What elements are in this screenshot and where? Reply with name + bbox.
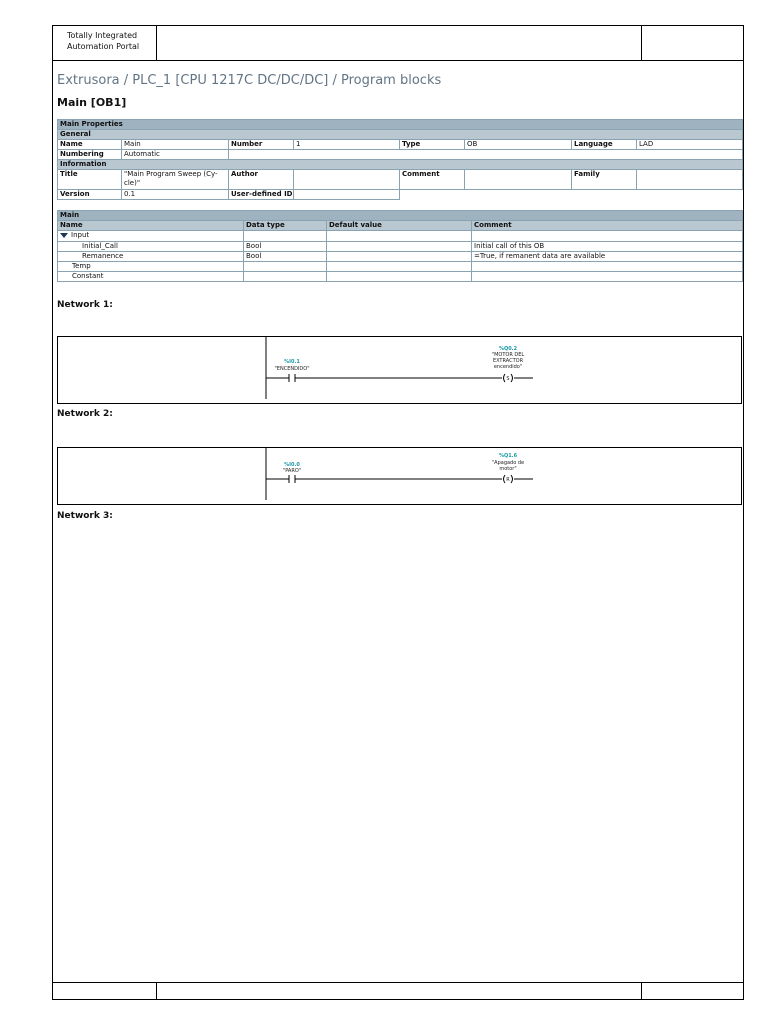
- interface-table: [57, 210, 743, 282]
- row-type: Bool: [244, 252, 327, 262]
- type-value: OB: [465, 140, 572, 150]
- comment-value: [465, 170, 572, 190]
- header-divider: [53, 60, 743, 61]
- row-default: [327, 252, 472, 262]
- row-default: [327, 242, 472, 252]
- network-2-ladder: [58, 448, 741, 504]
- portal-line-1: Totally Integrated: [67, 31, 138, 40]
- network-3-title: Network 3:: [57, 511, 113, 521]
- information-section-title: Information: [58, 160, 743, 170]
- numbering-label: Numbering: [58, 150, 122, 160]
- coil-type: S: [506, 376, 510, 382]
- row-type: [244, 262, 327, 272]
- number-value: 1: [294, 140, 400, 150]
- col-header-comment: Comment: [472, 221, 743, 231]
- row-comment: =True, if remanent data are available: [472, 252, 743, 262]
- coil-tag-line-3: encendido": [493, 364, 523, 370]
- row-default: [327, 272, 472, 282]
- coil-tag-line-2: motor": [499, 466, 517, 472]
- family-label: Family: [572, 170, 637, 190]
- footer-middle-cell: [157, 983, 642, 999]
- coil-tag-line-1: "Apagado de: [491, 460, 525, 466]
- table-row: [58, 262, 743, 272]
- title-label: Title: [58, 170, 122, 190]
- coil-type: R: [506, 477, 510, 483]
- family-value: [637, 170, 743, 190]
- version-row-blank: [400, 190, 743, 200]
- row-comment: [472, 272, 743, 282]
- col-header-name: Name: [58, 221, 244, 231]
- name-value: Main: [122, 140, 229, 150]
- network-1-title: Network 1:: [57, 300, 113, 310]
- footer-left-cell: [53, 983, 157, 999]
- block-title: Main [OB1]: [57, 96, 127, 109]
- row-name: Temp: [58, 262, 244, 272]
- portal-label: [67, 30, 139, 52]
- row-name: Constant: [58, 272, 244, 282]
- table-row: [58, 272, 743, 282]
- numbering-filler: [229, 150, 743, 160]
- network-1-box: [57, 336, 742, 404]
- header-middle-cell: [157, 26, 642, 60]
- number-label: Number: [229, 140, 294, 150]
- coil-address: %Q1.6: [498, 453, 518, 459]
- numbering-value: Automatic: [122, 150, 229, 160]
- comment-label: Comment: [400, 170, 465, 190]
- row-name: Remanence: [58, 252, 244, 262]
- network-2-box: [57, 447, 742, 505]
- page-title: Extrusora / PLC_1 [CPU 1217C DC/DC/DC] / Program blocks: [57, 73, 442, 88]
- userid-value: [294, 190, 400, 200]
- row-name: Input: [71, 231, 90, 239]
- row-name: Initial_Call: [58, 242, 244, 252]
- table-row: [58, 252, 743, 262]
- properties-section-title: Main Properties: [58, 120, 743, 130]
- title-value: "Main Program Sweep (Cy-cle)": [122, 170, 229, 190]
- row-default: [327, 262, 472, 272]
- row-type: Bool: [244, 242, 327, 252]
- collapse-triangle-icon[interactable]: [60, 233, 68, 238]
- coil-tag-line-1: "MOTOR DEL: [491, 352, 525, 358]
- portal-line-2: Automation Portal: [67, 42, 140, 51]
- version-value: 0.1: [122, 190, 229, 200]
- properties-table: [57, 119, 743, 200]
- row-comment: Initial call of this OB: [472, 242, 743, 252]
- version-label: Version: [58, 190, 122, 200]
- author-label: Author: [229, 170, 294, 190]
- type-label: Type: [400, 140, 465, 150]
- row-default: [327, 231, 472, 242]
- table-row: [58, 242, 743, 252]
- name-label: Name: [58, 140, 122, 150]
- contact-address: %I0.1: [284, 359, 300, 365]
- row-comment: [472, 231, 743, 242]
- language-label: Language: [572, 140, 637, 150]
- contact-address: %I0.0: [284, 462, 300, 468]
- coil-address: %Q0.2: [498, 346, 518, 352]
- row-comment: [472, 262, 743, 272]
- contact-tag: "ENCENDIDO": [274, 366, 310, 372]
- row-type: [244, 231, 327, 242]
- header-portal-cell: [53, 26, 157, 60]
- contact-tag: "PARO": [282, 468, 302, 474]
- row-name-cell: [58, 231, 244, 242]
- author-value: [294, 170, 400, 190]
- interface-section-title: Main: [58, 211, 743, 221]
- network-2-title: Network 2:: [57, 409, 113, 419]
- col-header-datatype: Data type: [244, 221, 327, 231]
- network-1-ladder: [58, 337, 741, 403]
- coil-tag-line-2: EXTRACTOR: [492, 358, 524, 364]
- general-section-title: General: [58, 130, 743, 140]
- row-type: [244, 272, 327, 282]
- userid-label: User-defined ID: [229, 190, 294, 200]
- col-header-default: Default value: [327, 221, 472, 231]
- language-value: LAD: [637, 140, 743, 150]
- table-row: [58, 231, 743, 242]
